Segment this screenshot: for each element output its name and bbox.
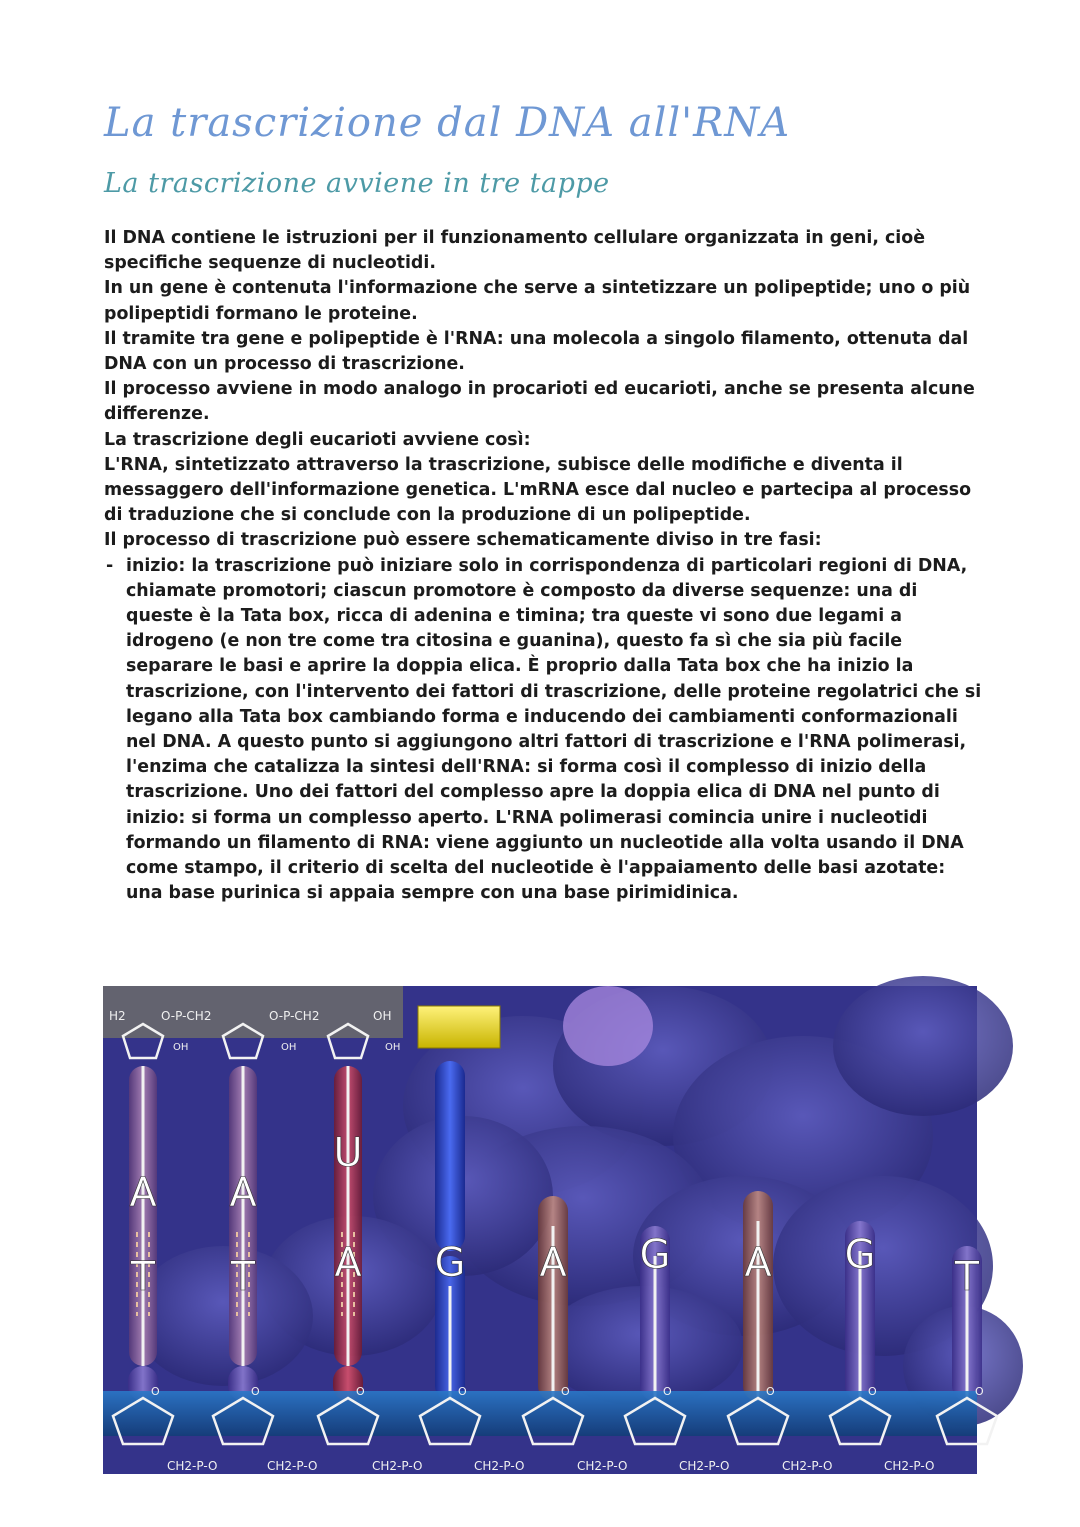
- surface-blob: [133, 1246, 313, 1386]
- transcription-illustration: [103, 986, 984, 1474]
- template-base-letter: T: [130, 1254, 156, 1300]
- surface-blob: [833, 976, 1013, 1116]
- ring-oxygen-label: O: [868, 1385, 877, 1398]
- chem-label: O-P-CH2: [161, 1009, 212, 1023]
- incoming-nucleotide-rod: [435, 1061, 465, 1251]
- backbone-label: CH2-P-O: [577, 1459, 628, 1473]
- ring-oxygen-label: O: [251, 1385, 260, 1398]
- backbone-label: CH2-P-O: [372, 1459, 423, 1473]
- chem-label: OH: [173, 1042, 189, 1053]
- ring-oxygen-label: O: [356, 1385, 365, 1398]
- template-base-letter: G: [844, 1232, 876, 1278]
- ring-oxygen-label: O: [766, 1385, 775, 1398]
- dna-backbone: [103, 1391, 977, 1436]
- backbone-label: CH2-P-O: [167, 1459, 218, 1473]
- section-subtitle: La trascrizione avviene in tre tappe: [104, 168, 610, 199]
- template-base-letter: A: [539, 1240, 567, 1286]
- rna-base-letter: A: [129, 1170, 157, 1216]
- template-base-letter: T: [230, 1254, 256, 1300]
- paragraph: Il processo di trascrizione può essere schematicamente diviso in tre fasi:: [104, 530, 822, 551]
- paragraph: L'RNA, sintetizzato attraverso la trascrizione, subisce delle modifiche e diventa il messaggero dell'informazione genetica. L'mRNA esce dal nucleo e partecipa al processo di traduzione che si conclude con la produzione di un polipeptide.: [104, 454, 972, 526]
- body-text: [104, 226, 984, 906]
- paragraph: La trascrizione degli eucarioti avviene così:: [104, 429, 531, 450]
- chem-label: OH: [281, 1042, 297, 1053]
- transcription-figure: [103, 986, 984, 1474]
- template-base-letter: A: [334, 1240, 362, 1286]
- chem-label: H2: [109, 1009, 126, 1023]
- template-base-letter: A: [744, 1240, 772, 1286]
- ring-oxygen-label: O: [151, 1385, 160, 1398]
- chem-label: O-P-CH2: [269, 1009, 320, 1023]
- phase-list: [104, 554, 984, 907]
- template-base-letter: G: [639, 1232, 671, 1278]
- paragraph: Il DNA contiene le istruzioni per il funzionamento cellulare organizzata in geni, cioè specifiche sequenze di nucleotidi.: [104, 228, 925, 274]
- paragraph: Il processo avviene in modo analogo in procarioti ed eucarioti, anche se presenta alcune differenze.: [104, 379, 975, 425]
- backbone-label: CH2-P-O: [474, 1459, 525, 1473]
- ring-oxygen-label: O: [561, 1385, 570, 1398]
- ring-oxygen-label: O: [975, 1385, 984, 1398]
- backbone-label: CH2-P-O: [679, 1459, 730, 1473]
- surface-blob: [563, 986, 653, 1066]
- chem-label: OH: [373, 1009, 392, 1023]
- rna-base-letter: U: [333, 1130, 363, 1176]
- backbone-label: CH2-P-O: [782, 1459, 833, 1473]
- page-title: La trascrizione dal DNA all'RNA: [104, 100, 791, 146]
- incoming-nucleotide-block: [418, 1006, 500, 1048]
- chem-label: OH: [385, 1042, 401, 1053]
- backbone-label: CH2-P-O: [884, 1459, 935, 1473]
- phase-item: - inizio: la trascrizione può iniziare solo in corrispondenza di particolari regioni di DNA, chiamate promotori; ciascun promotore è composto da diverse sequenze: una di queste è la Tata box, ricca di adenina e timina; tra queste vi sono due legami a idrogeno (e non tre come tra citosina e guanina), questo fa sì che sia più facile separare le basi e aprire la doppia elica. È proprio dalla Tata box che ha inizio la trascrizione, con l'intervento dei fattori di trascrizione, delle proteine regolatrici che si legano alla Tata box cambiando forma e inducendo dei cambiamenti conformazionali nel DNA. A questo punto si aggiungono altri fattori di trascrizione e l'RNA polimerasi, l'enzima che catalizza la sintesi dell'RNA: si forma così il complesso di inizio della trascrizione. Uno dei fattori del complesso apre la doppia elica di DNA nel punto di inizio: si forma un complesso aperto. L'RNA polimerasi comincia unire i nucleotidi formando un filamento di RNA: viene aggiunto un nucleotide alla volta usando il DNA come stampo, il criterio di scelta del nucleotide è l'appaiamento delle basi azotate: una base purinica si appaia sempre con una base pirimidinica.: [104, 554, 984, 907]
- backbone-label: CH2-P-O: [267, 1459, 318, 1473]
- rna-base-letter: A: [229, 1170, 257, 1216]
- template-base-letter: G: [434, 1240, 466, 1286]
- ring-oxygen-label: O: [458, 1385, 467, 1398]
- template-base-letter: T: [954, 1254, 980, 1300]
- ring-oxygen-label: O: [663, 1385, 672, 1398]
- paragraph: In un gene è contenuta l'informazione che serve a sintetizzare un polipeptide; uno o più polipeptidi formano le proteine.: [104, 278, 971, 324]
- paragraph: Il tramite tra gene e polipeptide è l'RNA: una molecola a singolo filamento, ottenuta dal DNA con un processo di trascrizione.: [104, 328, 969, 375]
